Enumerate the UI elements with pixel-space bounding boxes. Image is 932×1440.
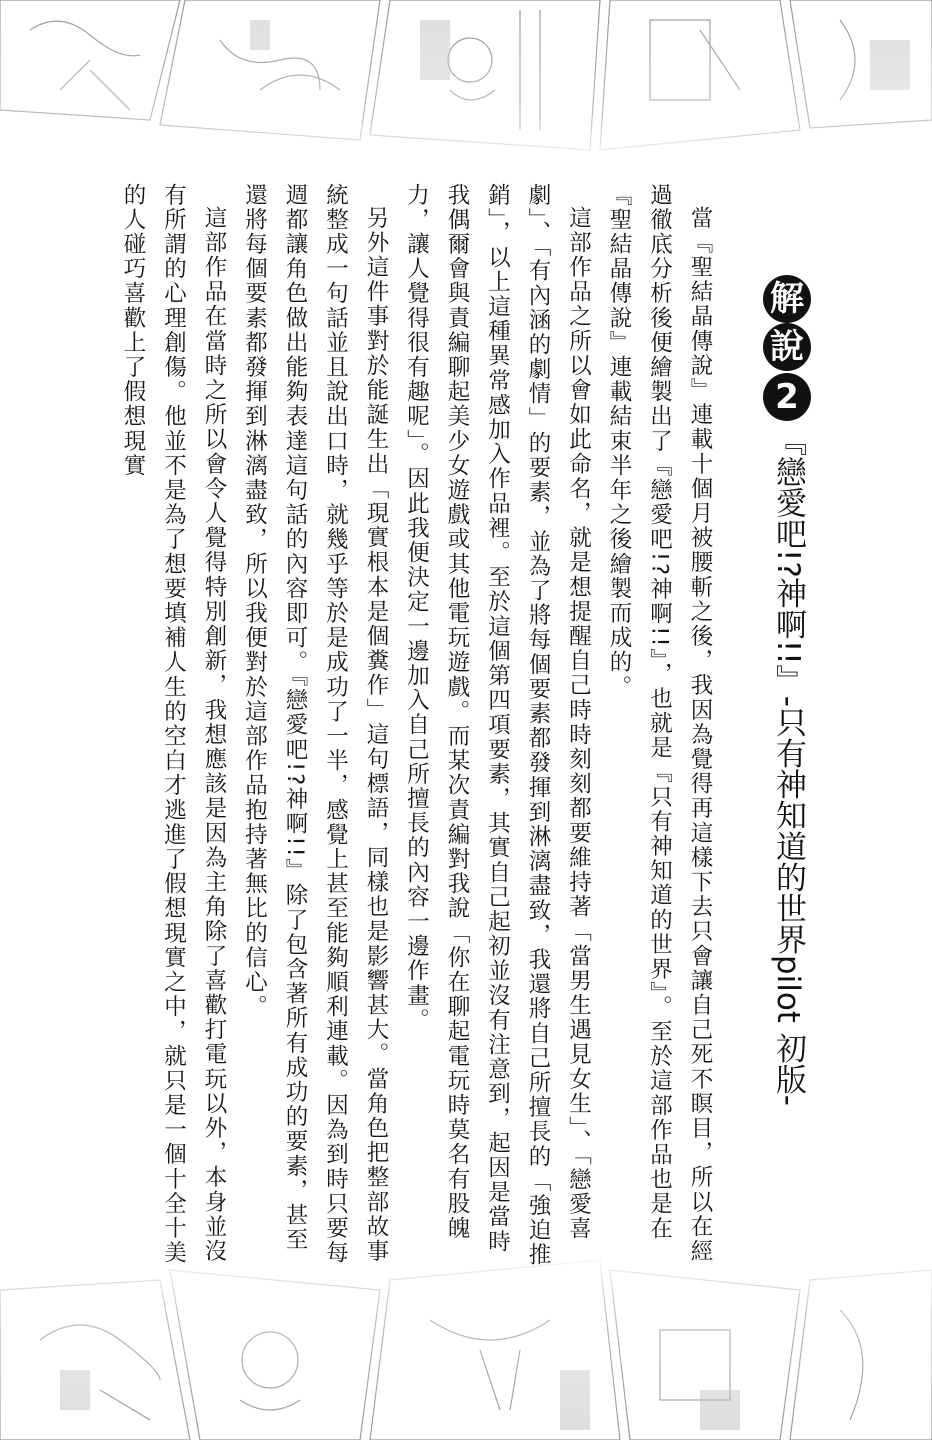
manga-collage-top <box>0 0 932 165</box>
section-heading-badges <box>752 275 822 421</box>
paragraph-4: 這部作品在當時之所以會令人覺得特別創新，我想應該是因為主角除了喜歡打電玩以外，本身並沒有所謂的心理創傷。他並不是為了想要填補人生的空白才逃進了假想現實之中，就只是一個十全十美的人碰巧喜歡上了假想現實 <box>120 183 227 1266</box>
heading-badge-top: 解 <box>763 275 811 323</box>
heading-badge-mid: 說 <box>763 323 811 371</box>
paragraph-2: 這部作品之所以會如此命名，就是想提醒自己時時刻刻都要維持著「當男生遇見女生」、「戀愛喜劇」、「有內涵的劇情」的要素，並為了將每個要素都發揮到淋漓盡致，我還將自己所擅長的「強迫推銷」，以上這種異常感加入作品裡。至於這個第四項要素，其實自己起初並沒有注意到，起因是當時我偶爾會與責編聊起美少女遊戲或其他電玩遊戲。而某次責編對我說「你在聊起電玩時莫名有股魄力，讓人覺得很有趣呢」。因此我便決定一邊加入自己所擅長的內容一邊作畫。 <box>403 183 592 1268</box>
heading-number-badge: 2 <box>763 373 811 421</box>
section-subtitle: 『戀愛吧!?神啊!!』-只有神知道的世界pilot 初版- <box>770 425 806 1106</box>
paragraph-3: 另外這件事對於能誕生出「現實根本是個糞作」這句標語，同樣也是影響甚大。當角色把整部故事統整成一句話並且說出口時，就幾乎等於是成功了一半，感覺上甚至能夠順利連載。因為到時只要每週都讓角色做出能夠表達這句話的內容即可。『戀愛吧!?神啊!!』除了包含著所有成功的要素，甚至還將每個要素都發揮到淋漓盡致，所以我便對於這部作品抱持著無比的信心。 <box>241 183 389 1266</box>
commentary-body <box>120 183 720 1273</box>
paragraph-1: 當『聖結晶傳說』連載十個月被腰斬之後，我因為覺得再這樣下去只會讓自己死不瞑目，所以在經過徹底分析後便繪製出了『戀愛吧!?神啊!!』，也就是『只有神知道的世界』。至於這部作品也是在『聖結晶傳說』連載結束半年之後繪製而成的。 <box>606 183 713 1264</box>
